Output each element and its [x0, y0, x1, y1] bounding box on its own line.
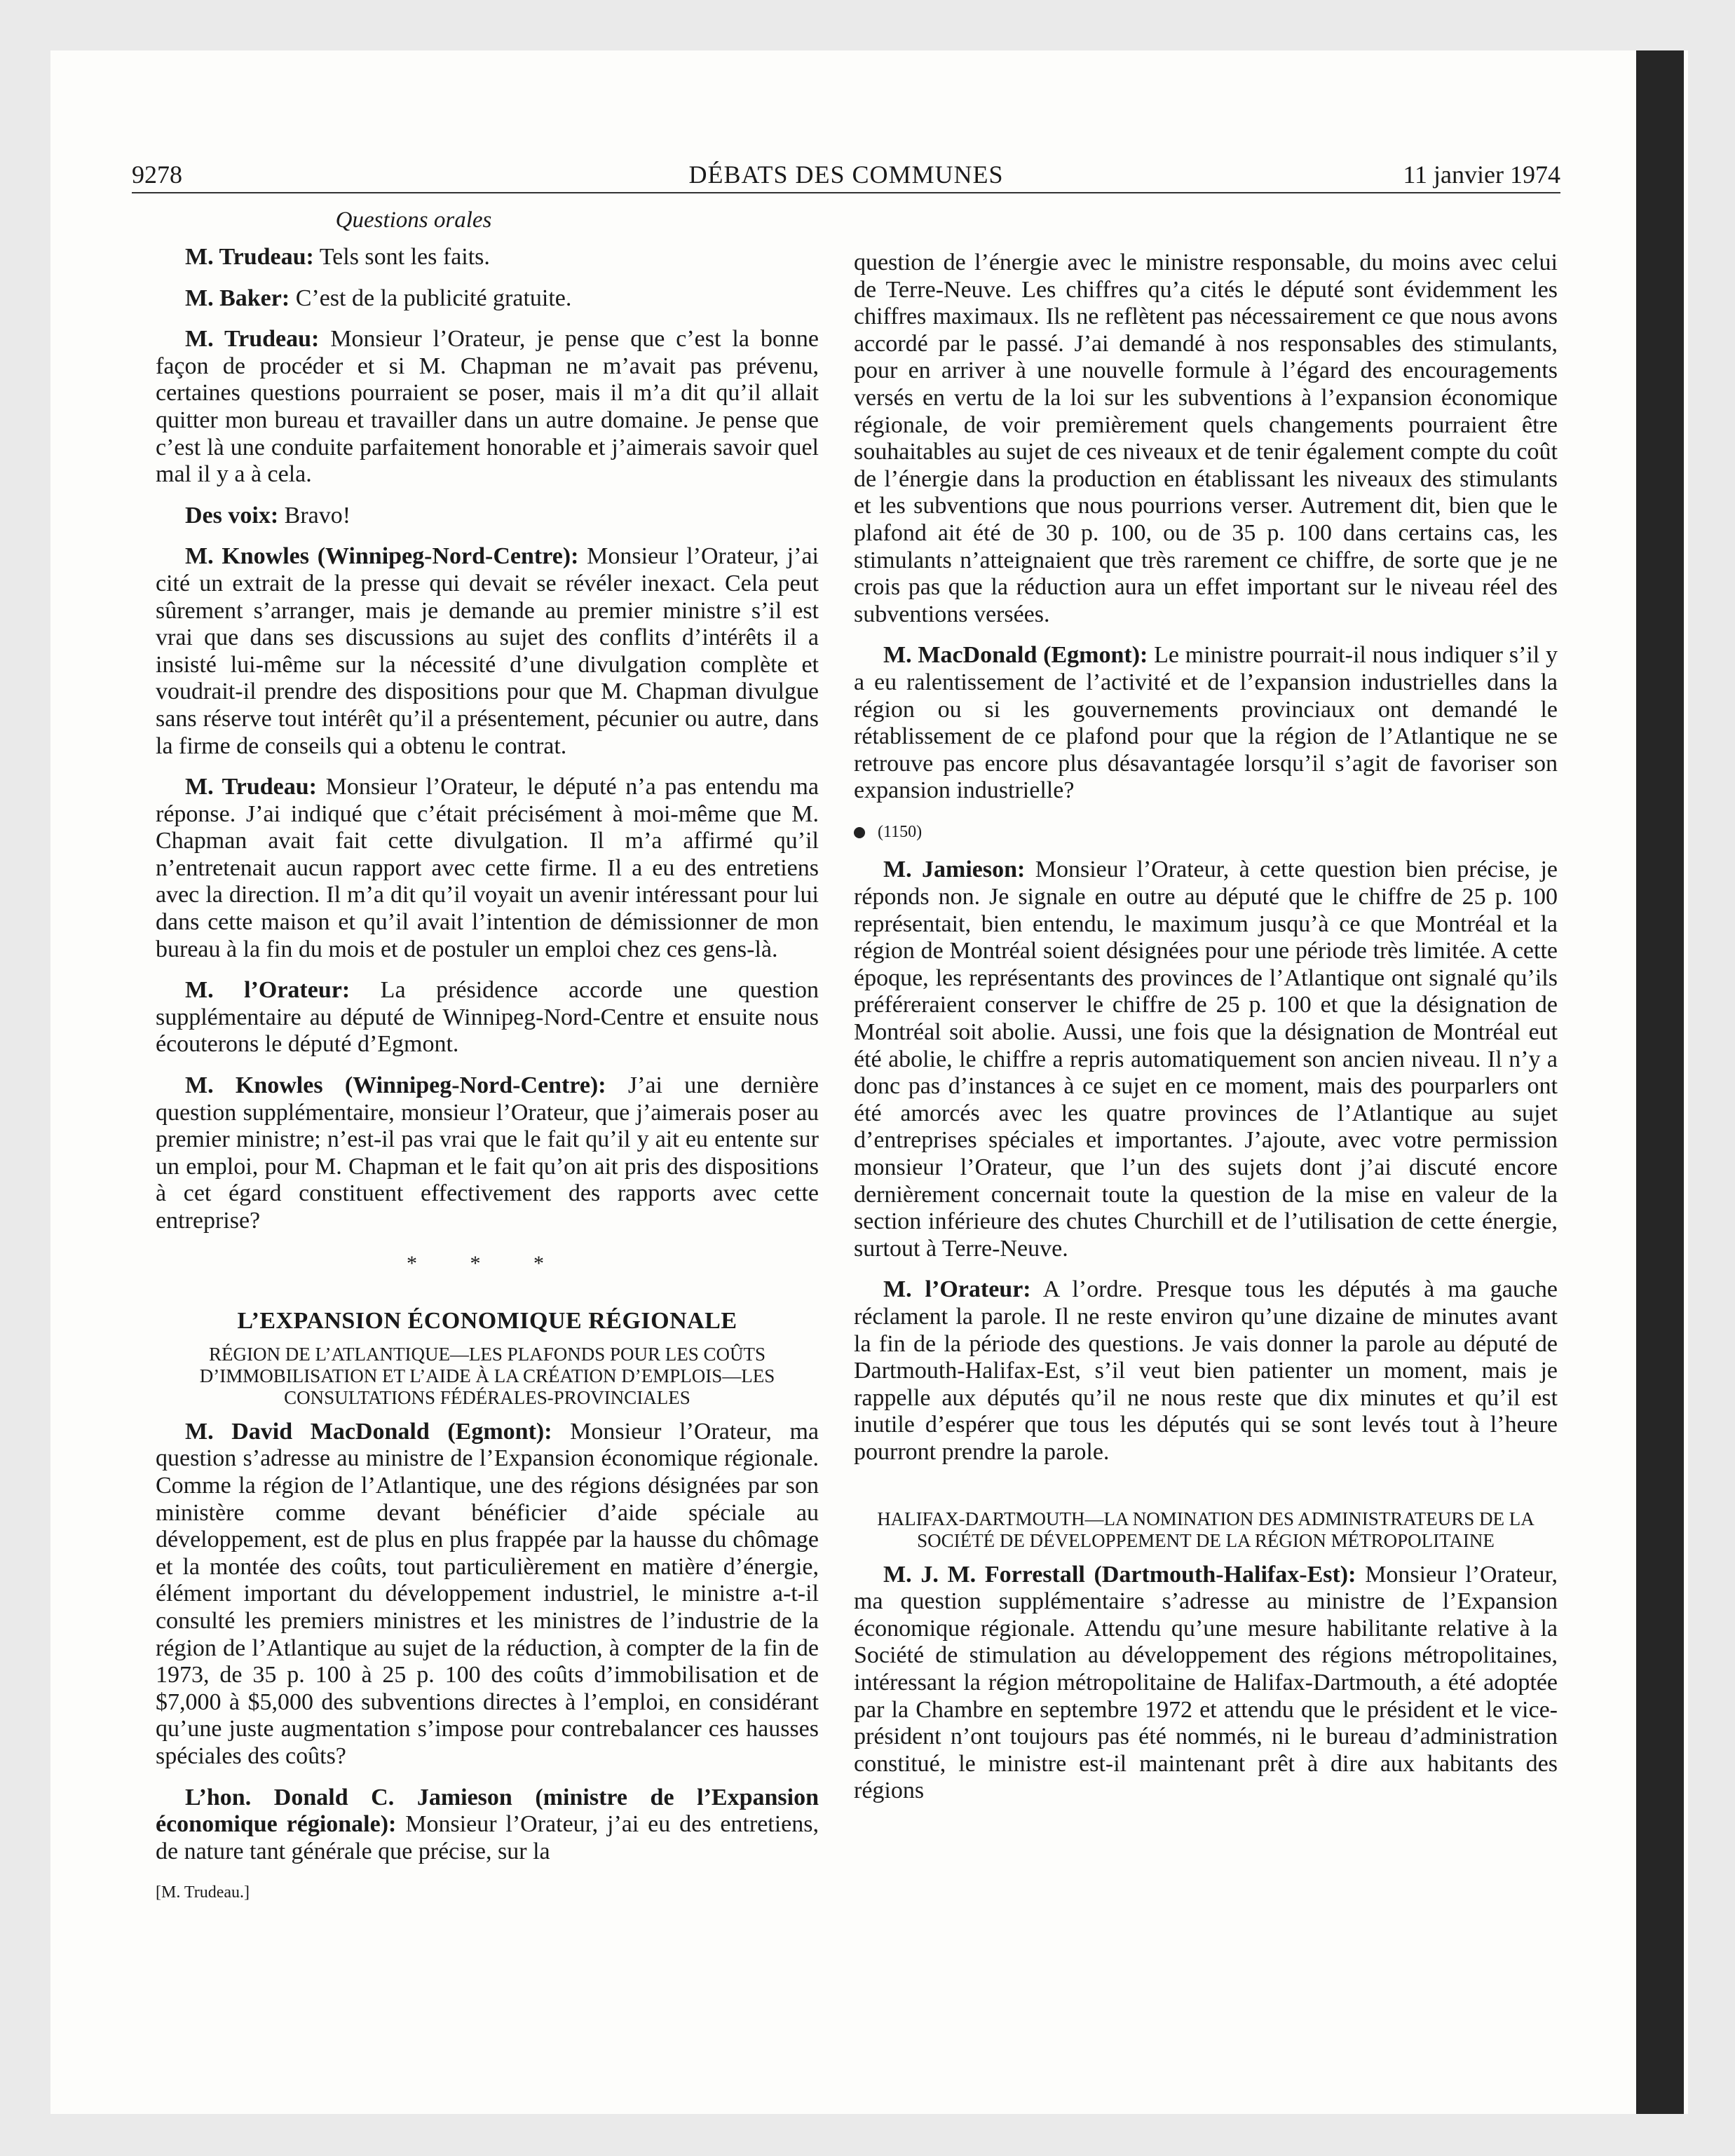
speaker-name: Des voix:: [185, 502, 279, 528]
issue-date: 11 janvier 1974: [1403, 161, 1560, 189]
speaker-name: L’hon. Donald C. Jamieson (ministre de l’Expansion économique régionale):: [156, 1784, 819, 1838]
paragraph-continued: [854, 250, 1558, 628]
footnote: [M. Trudeau.]: [156, 1883, 250, 1902]
paragraph: [156, 326, 819, 489]
spacer: [854, 1480, 1558, 1508]
speaker-name: M. David MacDonald (Egmont):: [185, 1418, 552, 1445]
speaker-name: M. Knowles (Winnipeg-Nord-Centre):: [185, 1072, 606, 1099]
paragraph: [854, 1276, 1558, 1466]
time-marker-label: (1150): [878, 822, 923, 841]
section-subheading: HALIFAX-DARTMOUTH—LA NOMINATION DES ADMINISTRATEURS DE LA SOCIÉTÉ DE DÉVELOPPEMENT DE LA RÉGION MÉTROPOLITAINE: [877, 1508, 1535, 1551]
paragraph: [854, 642, 1558, 805]
scan-edge-bar: [1636, 50, 1684, 2114]
paragraph: [156, 543, 819, 760]
bullet-dot-icon: [854, 827, 865, 838]
speaker-name: M. Jamieson:: [883, 857, 1026, 883]
speech-text: Le ministre pourrait-il nous indiquer s’il y a eu ralentissement de l’activité et de l’expansion industrielles dans la région ou si les gouvernements provinciaux ont demandé le rétablissement de ce plafond pour que la région de l’Atlantique ne se retrouve pas encore plus désavantagée lorsqu’il s’agit de favoriser son expansion industrielle?: [854, 642, 1558, 804]
paragraph: [156, 1419, 819, 1770]
section-separator: * * *: [407, 1251, 568, 1275]
speaker-name: M. Baker:: [185, 285, 290, 311]
paragraph: [156, 1072, 819, 1235]
section-heading: L’EXPANSION ÉCONOMIQUE RÉGIONALE: [237, 1308, 737, 1335]
speech-text: Monsieur l’Orateur, ma question s’adresse au ministre de l’Expansion économique régionale. Comme la région de l’Atlantique, une des régions désignées par son ministère comme devant bénéficier d’aide spéciale au développement, est de plus en plus frappée par la hausse du chômage et la montée des coûts, tout particulièrement en matière d’énergie, élément important du développement industriel, le ministre a-t-il consulté les premiers ministres et les ministres de l’industrie de la région de l’Atlantique au sujet de la réduction, à compter de la fin de 1973, de 35 p. 100 à 25 p. 100 des coûts d’immobilisation et de $7,000 à $5,000 des subventions directes à l’emploi, en considérant qu’une juste augmentation s’impose pour contrebalancer ces hausses spéciales des coûts?: [156, 1418, 819, 1769]
speech-text: Monsieur l’Orateur, à cette question bien précise, je réponds non. Je signale en outre au député que le chiffre de 25 p. 100 représentait, bien entendu, le maximum jusqu’à ce que Montréal et la région de Montréal soient désignées pour une période très limitée. A cette époque, les représentants des provinces de l’Atlantique ont signalé qu’ils préféreraient conserver le chiffre de 25 p. 100 et que la désignation de Montréal soit abolie. Aussi, une fois que la désignation de Montréal eut été abolie, le chiffre a repris automatiquement son ancien niveau. Il n’y a donc pas d’instances à ce sujet en ce moment, mais des pourparlers ont été amorcés avec les quatre provinces de l’Atlantique au sujet d’entreprises spéciales et importantes. J’ajoute, avec votre permission monsieur l’Orateur, que l’un des sujets dont j’ai discuté encore dernièrement concernait toute la question de la mise en valeur de la section inférieure des chutes Churchill et de l’utilisation de cette énergie, surtout à Terre-Neuve.: [854, 857, 1558, 1262]
publication-title: DÉBATS DES COMMUNES: [688, 161, 1004, 189]
speaker-name: M. Knowles (Winnipeg-Nord-Centre):: [185, 543, 579, 570]
time-marker: [854, 819, 1558, 846]
speech-text: Bravo!: [278, 502, 351, 528]
page-header: [132, 158, 1560, 193]
right-column: [854, 250, 1558, 1819]
speaker-name: M. J. M. Forrestall (Dartmouth-Halifax-Est):: [883, 1561, 1356, 1588]
running-head: Questions orales: [335, 207, 492, 233]
paragraph: [156, 977, 819, 1058]
paragraph: [156, 1785, 819, 1866]
left-column: [156, 244, 819, 1906]
paragraph: [854, 1562, 1558, 1805]
speech-text: Monsieur l’Orateur, j’ai cité un extrait de la presse qui devait se révéler inexact. Cela peut sûrement s’arranger, mais je demande au premier ministre s’il est vrai que dans ses discussions au sujet des conflits d’intérêts il a insisté lui-même sur la nécessité d’une divulgation complète et voudrait-il prendre des dispositions pour que M. Chapman divulgue sans réserve tout intérêt qu’il a présentement, pécunier ou autre, dans la firme de conseils qui a obtenu le contrat.: [156, 543, 819, 759]
paragraph: [156, 244, 819, 271]
speech-text: Monsieur l’Orateur, je pense que c’est la bonne façon de procéder et si M. Chapman ne m’avait pas prévenu, certaines questions pourraient se poser, mais il m’a dit qu’il allait quitter mon bureau et travailler dans un autre domaine. Je pense que c’est là une conduite parfaitement honorable et j’aimerais savoir quel mal il y a à cela.: [156, 326, 819, 488]
speech-text: Monsieur l’Orateur, ma question supplémentaire s’adresse au ministre de l’Expansion économique régionale. Attendu qu’une mesure habilitante relative à la Société de stimulation au développement des régions métropolitaines, intéressant la région métropolitaine de Halifax-Dartmouth, a été adoptée par la Chambre en septembre 1972 et attendu que le président et le vice-président n’ont toujours pas été nommés, ni le bureau d’administration constitué, le ministre est-il maintenant prêt à dire aux habitants des régions: [854, 1561, 1558, 1804]
section-subheading: RÉGION DE L’ATLANTIQUE—LES PLAFONDS POUR LES COÛTS D’IMMOBILISATION ET L’AIDE À LA CRÉATION D’EMPLOIS—LES CONSULTATIONS FÉDÉRALES-PROVINCIALES: [199, 1343, 775, 1408]
speech-text: question de l’énergie avec le ministre responsable, du moins avec celui de Terre-Neuve. Les chiffres qu’a cités le député sont évidemment les chiffres maximaux. Ils ne reflètent pas nécessairement ce que nous avons accordé par le passé. J’ai demandé à nos responsables des stimulants, pour en arriver à une nouvelle formule à l’égard des encouragements versés en vertu de la loi sur les subventions à l’expansion économique régionale, de voir premièrement quels changements pourraient être souhaitables au sujet de ces niveaux et de tenir également compte du coût de l’énergie dans la production en établissant les niveaux des stimulants et les subventions que nous pourrions verser. Autrement dit, bien que le plafond ait été de 30 p. 100, ou de 35 p. 100 dans certains cas, les stimulants n’atteignaient que très rarement ce chiffre, de sorte que je ne crois pas que la réduction aura un effet important sur le niveau réel des subventions versées.: [854, 250, 1558, 627]
paragraph: [156, 503, 819, 530]
speech-text: Monsieur l’Orateur, j’ai eu des entretiens, de nature tant générale que précise, sur la: [156, 1811, 819, 1864]
speaker-name: M. l’Orateur:: [883, 1276, 1031, 1303]
speech-text: Tels sont les faits.: [313, 244, 490, 270]
speaker-name: M. Trudeau:: [185, 244, 314, 270]
paragraph: [156, 774, 819, 963]
speech-text: J’ai une dernière question supplémentaire, monsieur l’Orateur, que j’aimerais poser au premier ministre; n’est-il pas vrai que le fait qu’il y ait eu entente sur un emploi, pour M. Chapman et le fait qu’on ait pris des dispositions à cet égard constituent effectivement des rapports avec cette entreprise?: [156, 1072, 819, 1234]
speaker-name: M. MacDonald (Egmont):: [883, 642, 1148, 669]
page-number: 9278: [132, 161, 182, 189]
speaker-name: M. Trudeau:: [185, 326, 320, 353]
paragraph: [156, 285, 819, 313]
speech-text: La présidence accorde une question supplémentaire au député de Winnipeg-Nord-Centre et ensuite nous écouterons le député d’Egmont.: [156, 977, 819, 1058]
speaker-name: M. l’Orateur:: [185, 977, 351, 1004]
speech-text: A l’ordre. Presque tous les députés à ma gauche réclament la parole. Il ne reste environ qu’une dizaine de minutes avant la fin de la période des questions. Je vais donner la parole au député de Dartmouth-Halifax-Est, s’il veut bien patienter un moment, mais je rappelle aux députés qu’il ne nous reste que dix minutes et qu’il est inutile d’espérer que tous les députés qui se sont levés tout à l’heure pourront prendre la parole.: [854, 1276, 1558, 1465]
speech-text: C’est de la publicité gratuite.: [290, 285, 572, 311]
speech-text: Monsieur l’Orateur, le député n’a pas entendu ma réponse. J’ai indiqué que c’était précisément à moi-même que M. Chapman avait fait cette divulgation. Il m’a affirmé qu’il n’entretenait aucun rapport avec cette firme. Il a eu des entretiens avec la direction. Il m’a dit qu’il voyait un avenir intéressant pour lui dans cette maison et qu’il avait l’intention de démissionner de mon bureau à la fin du mois et de postuler un emploi chez ces gens-là.: [156, 774, 819, 962]
paragraph: [854, 857, 1558, 1262]
speaker-name: M. Trudeau:: [185, 774, 317, 800]
